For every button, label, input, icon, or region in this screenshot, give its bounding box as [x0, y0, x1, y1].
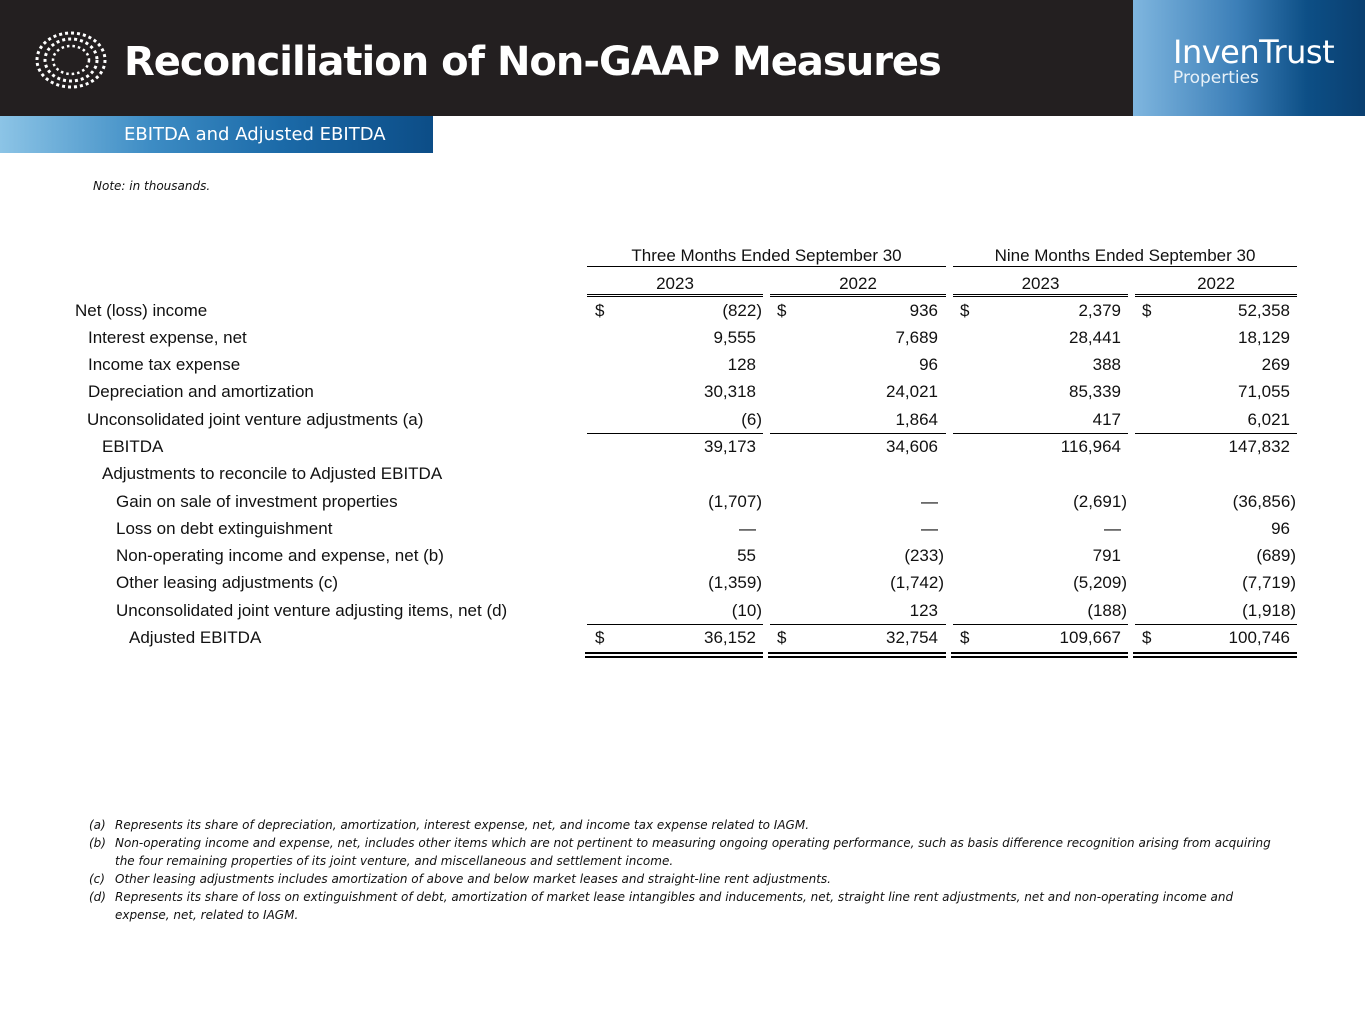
row-label: Adjusted EBITDA: [129, 628, 262, 647]
subtotal-rule: [1135, 433, 1297, 434]
subtotal-rule: [770, 624, 946, 625]
table-cell: —: [1104, 519, 1121, 538]
group-header-three-months: Three Months Ended September 30: [587, 246, 946, 267]
row-label: EBITDA: [102, 437, 164, 456]
table-cell: 36,152: [704, 628, 756, 647]
header-bar: [0, 0, 1133, 116]
subtotal-rule: [587, 624, 763, 625]
subtotal-rule: [770, 433, 946, 434]
dollar-sign: $: [960, 628, 970, 647]
row-label: Net (loss) income: [75, 301, 208, 320]
table-cell: (2,691): [1073, 492, 1127, 511]
table-cell: 116,964: [1060, 437, 1121, 456]
footnote-text: Represents its share of loss on extinguishment of debt, amortization of market lease intangibles and inducements, net, straight line rent adjustments, net and non-operating income and expense, net, related to IAGM.: [115, 890, 1234, 922]
table-rule: [770, 296, 946, 297]
dollar-sign: $: [595, 301, 605, 320]
row-label: Gain on sale of investment properties: [116, 492, 398, 511]
table-cell: (822): [722, 301, 762, 320]
row-label: Other leasing adjustments (c): [116, 573, 339, 592]
subtotal-rule: [587, 433, 763, 434]
table-cell: 30,318: [704, 382, 756, 401]
brand-panel: [1133, 0, 1365, 116]
subtotal-rule: [953, 624, 1128, 625]
page-title: Reconciliation of Non-GAAP Measures: [124, 39, 941, 85]
table-cell: —: [739, 519, 756, 538]
table-cell: 123: [909, 601, 938, 620]
footnote-tag: (d): [89, 890, 106, 904]
row-label: Unconsolidated joint venture adjustments (a): [87, 410, 424, 429]
table-cell: 28,441: [1069, 328, 1121, 347]
table-cell: (1,918): [1242, 601, 1296, 620]
table-cell: 39,173: [704, 437, 756, 456]
table-cell: (188): [1087, 601, 1127, 620]
group-header-nine-months: Nine Months Ended September 30: [953, 246, 1297, 267]
subtotal-rule: [953, 433, 1128, 434]
footnote: [89, 834, 1289, 870]
table-cell: 1,864: [895, 410, 938, 429]
table-cell: 85,339: [1069, 382, 1121, 401]
row-label: Interest expense, net: [88, 328, 247, 347]
units-note: Note: in thousands.: [93, 179, 211, 193]
footnote: [89, 870, 1289, 888]
table-cell: (5,209): [1073, 573, 1127, 592]
table-cell: (1,359): [708, 573, 762, 592]
brand-name: InvenTrust: [1173, 33, 1335, 71]
table-cell: 388: [1092, 355, 1121, 374]
row-label: Depreciation and amortization: [88, 382, 314, 401]
table-cell: 96: [1271, 519, 1290, 538]
table-cell: 147,832: [1228, 437, 1290, 456]
dollar-sign: $: [1142, 628, 1152, 647]
table-cell: 6,021: [1247, 410, 1290, 429]
dollar-sign: $: [777, 301, 787, 320]
row-label: Non-operating income and expense, net (b): [116, 546, 444, 565]
total-double-rule: [1133, 652, 1297, 658]
footnotes: [89, 816, 1289, 924]
table-cell: (36,856): [1232, 492, 1296, 511]
table-rule: [1135, 296, 1297, 297]
row-label: Loss on debt extinguishment: [116, 519, 333, 538]
dollar-sign: $: [595, 628, 605, 647]
table-cell: 18,129: [1238, 328, 1290, 347]
table-cell: (10): [731, 601, 762, 620]
table-cell: 34,606: [886, 437, 938, 456]
table-cell: 936: [909, 301, 938, 320]
footnote-tag: (c): [89, 872, 105, 886]
year-header: 2023: [587, 273, 763, 295]
section-tab: [0, 116, 433, 153]
table-cell: —: [921, 519, 938, 538]
table-cell: (6): [741, 410, 762, 429]
table-cell: 100,746: [1228, 628, 1290, 647]
table-cell: 55: [737, 546, 756, 565]
table-cell: 7,689: [895, 328, 938, 347]
table-cell: 128: [727, 355, 756, 374]
dollar-sign: $: [1142, 301, 1152, 320]
year-header: 2022: [1135, 273, 1297, 295]
year-header: 2023: [953, 273, 1128, 295]
row-label: Unconsolidated joint venture adjusting items, net (d): [116, 601, 508, 620]
table-cell: 791: [1092, 546, 1121, 565]
total-double-rule: [768, 652, 946, 658]
table-cell: 109,667: [1059, 628, 1121, 647]
table-rule: [953, 296, 1128, 297]
table-cell: (7,719): [1242, 573, 1296, 592]
table-cell: 269: [1261, 355, 1290, 374]
footnote-tag: (b): [89, 836, 106, 850]
dollar-sign: $: [777, 628, 787, 647]
footnote: [89, 816, 1289, 834]
row-label: Adjustments to reconcile to Adjusted EBITDA: [102, 464, 443, 483]
table-cell: (233): [904, 546, 944, 565]
subtotal-rule: [1135, 624, 1297, 625]
table-cell: 32,754: [886, 628, 938, 647]
table-cell: 96: [919, 355, 938, 374]
row-label: Income tax expense: [88, 355, 241, 374]
table-cell: —: [921, 492, 938, 511]
table-cell: 52,358: [1238, 301, 1290, 320]
table-cell: (1,742): [890, 573, 944, 592]
footnote-text: Other leasing adjustments includes amortization of above and below market leases and straight-line rent adjustments.: [115, 872, 831, 886]
table-cell: 71,055: [1238, 382, 1290, 401]
footnote-text: Non-operating income and expense, net, includes other items which are not pertinent to measuring ongoing operating performance, such as basis difference recognition arising from acquiring the four remaining properties of its joint venture, and miscellaneous and settlement income.: [115, 836, 1271, 868]
table-cell: 24,021: [886, 382, 938, 401]
dollar-sign: $: [960, 301, 970, 320]
table-cell: 417: [1092, 410, 1121, 429]
footnote: [89, 888, 1289, 924]
globe-logo-icon: [34, 30, 108, 90]
section-title: EBITDA and Adjusted EBITDA: [124, 124, 386, 145]
brand-sub: Properties: [1173, 68, 1259, 88]
table-cell: (689): [1256, 546, 1296, 565]
table-cell: 2,379: [1078, 301, 1121, 320]
table-cell: 9,555: [713, 328, 756, 347]
table-cell: (1,707): [708, 492, 762, 511]
table-rule: [587, 296, 763, 297]
footnote-text: Represents its share of depreciation, amortization, interest expense, net, and income tax expense related to IAGM.: [115, 818, 810, 832]
total-double-rule: [951, 652, 1128, 658]
total-double-rule: [585, 652, 763, 658]
footnote-tag: (a): [89, 818, 106, 832]
year-header: 2022: [770, 273, 946, 295]
